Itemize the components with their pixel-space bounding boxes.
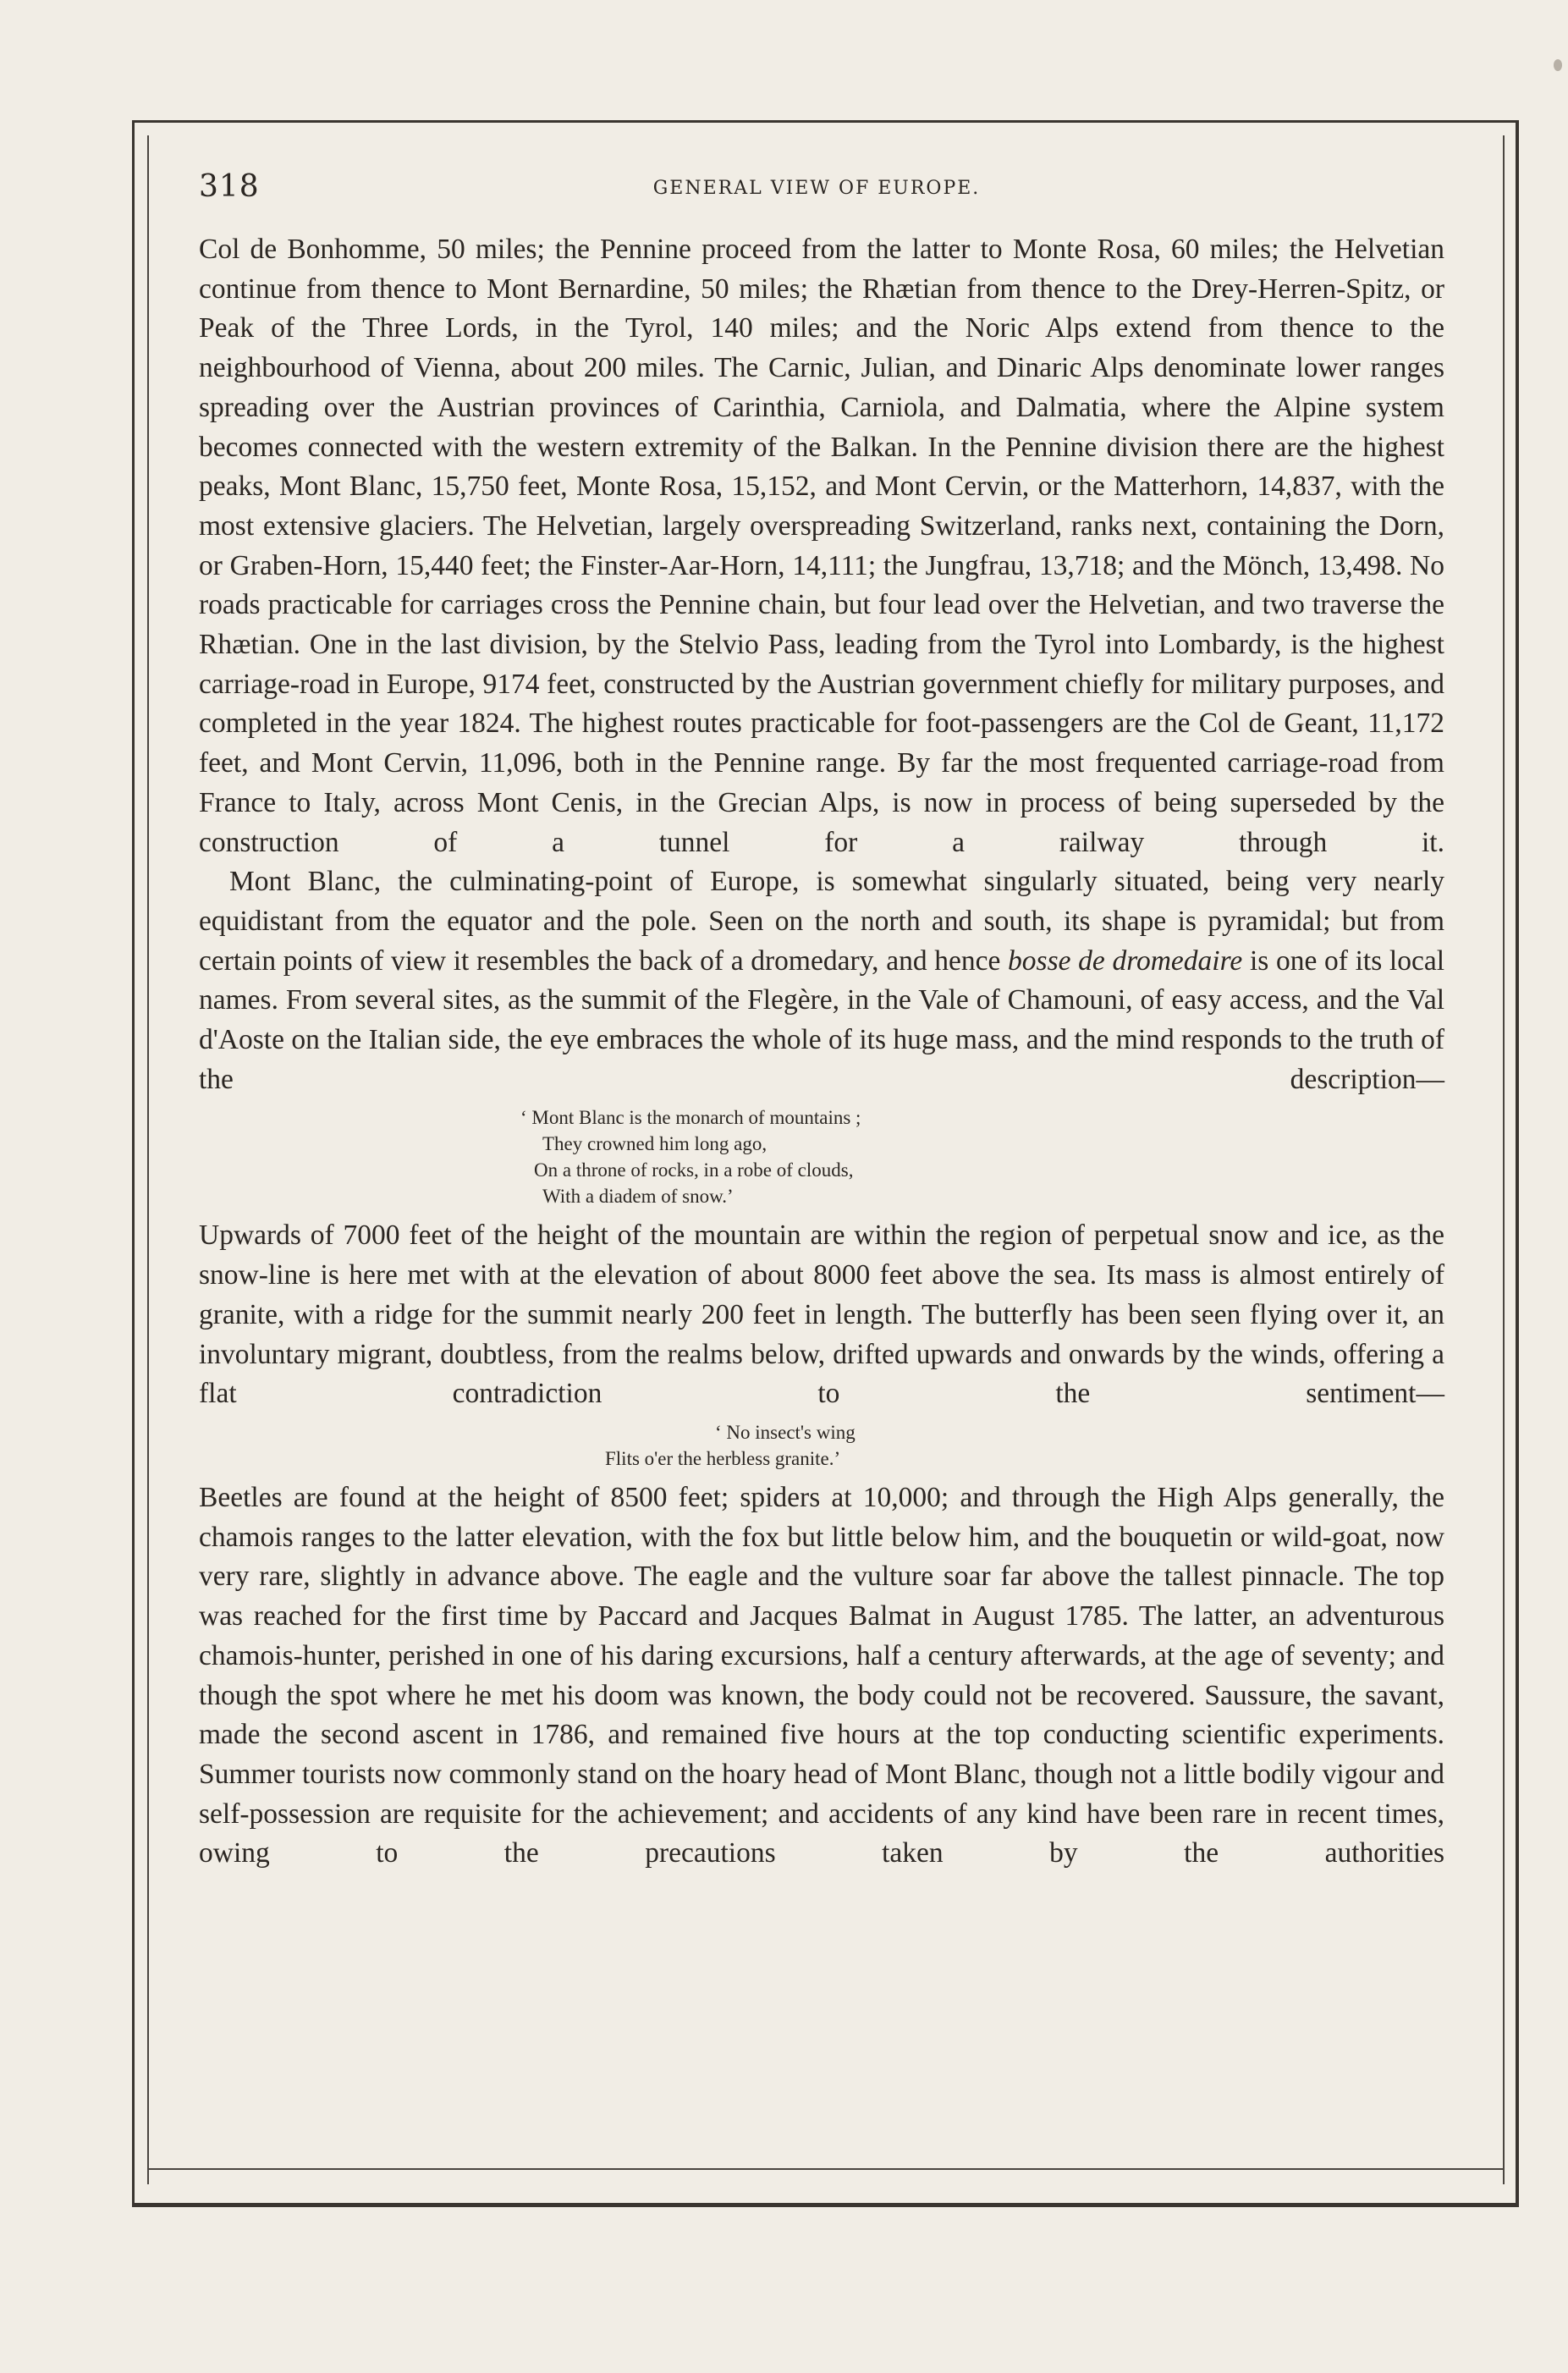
running-title: GENERAL VIEW OF EUROPE.	[652, 178, 981, 199]
paragraph-beetles-ascents: Beetles are found at the height of 8500 feet; spiders at 10,000; and through the High Alps generally, the chamois ranges to the latter elevation, with the fox but little below him, and the bouquetin or wild-goat, now very rare, slightly in advance above. The eagle and the vulture soar far above the tallest pinnacle. The top was reached for the first time by Paccard and Jacques Balmat in August 1785. The latter, an adventurous chamois-hunter, perished in one of his daring excursions, half a century afterwards, at the age of seventy; and though the spot where he met his doom was known, the body could not be recovered. Saussure, the savant, made the second ascent in 1786, and remained five hours at the top conducting scientific experiments. Summer tourists now commonly stand on the hoary head of Mont Blanc, though not a little bodily vigour and self-possession are requisite for the achievement; and accidents of any kind have been rare in recent times, owing to the precautions taken by the authorities	[199, 1481, 1444, 1869]
page-header	[199, 169, 1434, 212]
paragraph-snow-line: Upwards of 7000 feet of the height of the mountain are within the region of perpetual snow and ice, as the snow-line is here met with at the elevation of about 8000 feet above the sea. Its mass is almost entirely of granite, with a ridge for the summit nearly 200 feet in length. The butterfly has been seen flying over it, an involuntary migrant, doubtless, from the realms below, drifted upwards and onwards by the winds, offering a flat contradiction to the sentiment—	[199, 1220, 1444, 1410]
verse-line: With a diadem of snow.’	[542, 1186, 734, 1208]
paragraph-alps-ranges: Col de Bonhomme, 50 miles; the Pennine proceed from the latter to Monte Rosa, 60 miles; the Helvetian continue from thence to Mont Bernardine, 50 miles; the Rhætian from thence to the Drey-Herren-Spitz, or Peak of the Three Lords, in the Tyrol, 140 miles; and the Noric Alps extend from thence to the neighbourhood of Vienna, about 200 miles. The Carnic, Julian, and Dinaric Alps denominate lower ranges spreading over the Austrian provinces of Carinthia, Carniola, and Dalmatia, where the Alpine system becomes connected with the western extremity of the Balkan. In the Pennine division there are the highest peaks, Mont Blanc, 15,750 feet, Monte Rosa, 15,152, and Mont Cervin, or the Matterhorn, 14,837, with the most extensive glaciers. The Helvetian, largely overspreading Switzerland, ranks next, containing the Dorn, or Graben-Horn, 15,440 feet; the Finster-Aar-Horn, 14,111; the Jungfrau, 13,718; and the Mönch, 13,498. No roads practicable for carriages cross the Pennine chain, but four lead over the Helvetian, and two traverse the Rhætian. One in the last division, by the Stelvio Pass, leading from the Tyrol into Lombardy, is the highest carriage-road in Europe, 9174 feet, constructed by the Austrian government chiefly for military purposes, and completed in the year 1824. The highest routes practicable for foot-passengers are the Col de Geant, 11,172 feet, and Mont Cervin, 11,096, both in the Pennine range. By far the most frequented carriage-road from France to Italy, across Mont Cenis, in the Grecian Alps, is now in process of being superseded by the construction of a tunnel for a railway through it.	[199, 234, 1444, 858]
verse-line: ‘ Mont Blanc is the monarch of mountains ;	[520, 1107, 861, 1129]
verse-line: They crowned him long ago,	[542, 1133, 767, 1155]
paragraph-mont-blanc	[199, 862, 1444, 1099]
page-number: 318	[199, 169, 260, 204]
paragraph-mont-blanc-text-b: is one of its local names. From several sites, as the summit of the Flegère, in the Vale of Chamouni, of easy access, and the Val d'Aoste on the Italian side, the eye embraces the whole of its huge mass, and the mind responds to the truth of the description—	[199, 944, 1445, 1095]
page-border-bottom-rule	[147, 2168, 1505, 2170]
verse-line: Flits o'er the herbless granite.’	[605, 1447, 841, 1469]
paper-speck	[1554, 59, 1562, 71]
verse-quotation-monarch	[199, 1104, 1444, 1209]
paragraph-mont-blanc-text-a: Mont Blanc, the culminating-point of Europe, is somewhat singularly situated, being very nearly equidistant from the equator and the pole. Seen on the north and south, its shape is pyramidal; but from certain points of view it resembles the back of a dromedary, and hence	[199, 866, 1444, 977]
verse-line: On a throne of rocks, in a robe of clouds,	[534, 1159, 854, 1181]
paragraph-mont-blanc-italic: bosse de dromedaire	[1008, 944, 1243, 977]
verse-line: ‘ No insect's wing	[715, 1421, 856, 1443]
verse-quotation-insect	[199, 1419, 1444, 1472]
body-text	[199, 230, 1444, 1874]
